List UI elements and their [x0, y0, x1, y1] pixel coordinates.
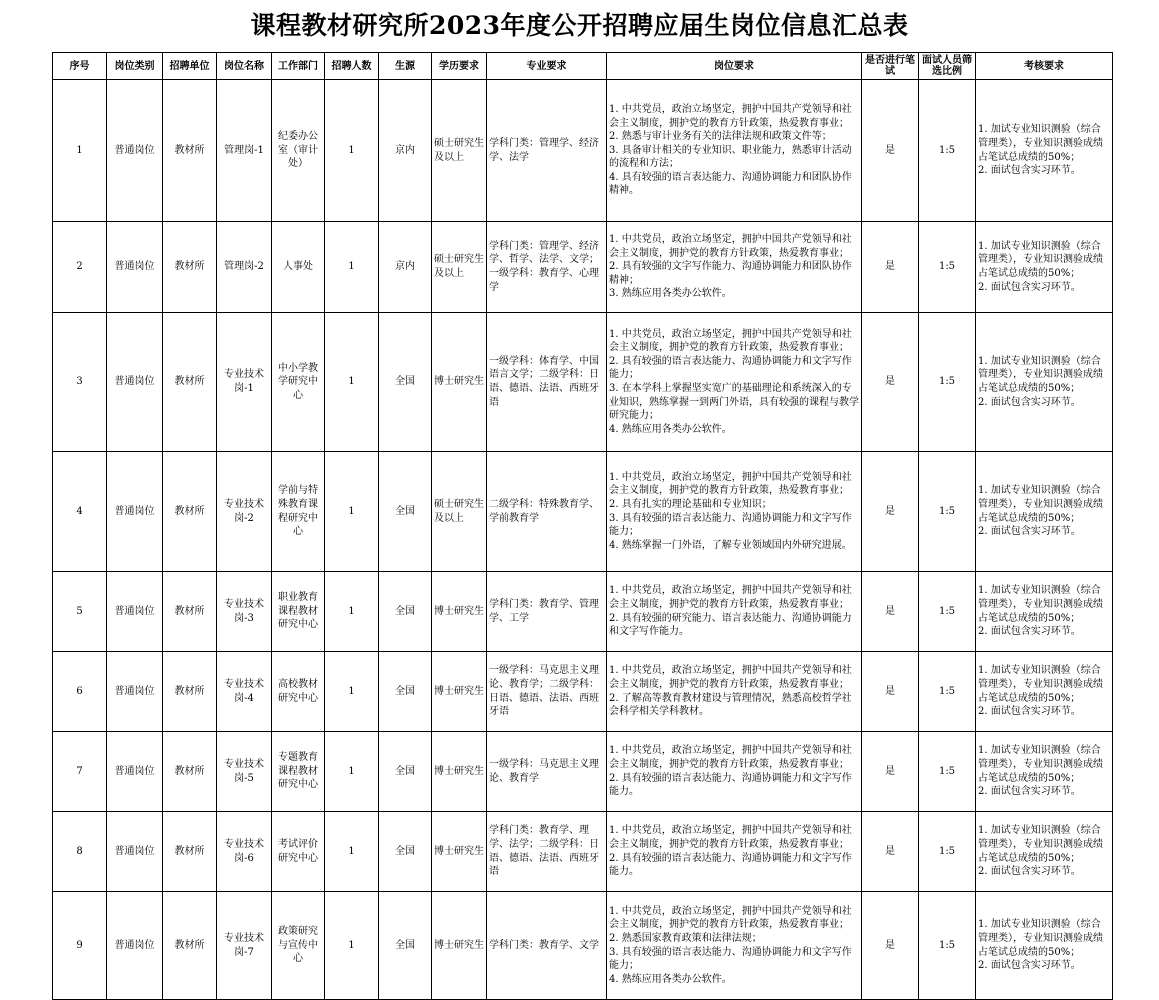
requirement-item: 3. 具有较强的语言表达能力、沟通协调能力和文字写作能力；: [609, 512, 852, 538]
position-name-cell: 专业技术岗-1: [217, 313, 272, 452]
department-cell: 专题教育课程教材研究中心: [272, 732, 325, 812]
table-row: [53, 652, 1113, 732]
assessment-requirements-cell: [976, 572, 1113, 652]
row-number-cell: 8: [53, 812, 107, 892]
recruiting-unit-cell: 教材所: [163, 892, 217, 1000]
position-category-cell: 普通岗位: [107, 652, 163, 732]
recruiting-unit-cell: 教材所: [163, 313, 217, 452]
row-number-cell: 1: [53, 80, 107, 222]
table-row: [53, 222, 1113, 313]
applicant-origin-cell: 京内: [379, 80, 432, 222]
requirement-item: 2. 具有较强的语言表达能力、沟通协调能力和文字写作能力。: [609, 772, 852, 798]
recruiting-unit-cell: 教材所: [163, 652, 217, 732]
department-cell: 中小学教学研究中心: [272, 313, 325, 452]
interview-ratio-cell: 1:5: [919, 572, 976, 652]
table-row: [53, 313, 1113, 452]
table-row: [53, 812, 1113, 892]
written-exam-cell: 是: [862, 222, 919, 313]
header-cell: 学历要求: [432, 53, 487, 80]
assessment-item: 2. 面试包含实习环节。: [978, 960, 1081, 972]
education-requirement-cell: 博士研究生: [432, 652, 487, 732]
major-requirement-cell: 一级学科：体育学、中国语言文学；二级学科：日语、德语、法语、西班牙语: [487, 313, 607, 452]
major-requirement-cell: 学科门类：教育学、管理学、工学: [487, 572, 607, 652]
headcount-cell: 1: [325, 652, 379, 732]
headcount-cell: 1: [325, 452, 379, 572]
recruiting-unit-cell: 教材所: [163, 572, 217, 652]
job-requirements-cell: [607, 80, 862, 222]
education-requirement-cell: 博士研究生: [432, 572, 487, 652]
header-cell: 岗位名称: [217, 53, 272, 80]
row-number-cell: 9: [53, 892, 107, 1000]
assessment-requirements-cell: [976, 732, 1113, 812]
major-requirement-cell: 学科门类：管理学、经济学、法学: [487, 80, 607, 222]
headcount-cell: 1: [325, 80, 379, 222]
applicant-origin-cell: 全国: [379, 892, 432, 1000]
job-requirements-cell: [607, 652, 862, 732]
requirement-item: 3. 在本学科上掌握坚实宽广的基础理论和系统深入的专业知识，熟练掌握一到两门外语，具有较强的课程与教学研究能力；: [609, 383, 859, 422]
position-name-cell: 管理岗-1: [217, 80, 272, 222]
job-requirements-cell: [607, 222, 862, 313]
headcount-cell: 1: [325, 892, 379, 1000]
job-requirements-cell: [607, 732, 862, 812]
department-cell: 职业教育课程教材研究中心: [272, 572, 325, 652]
recruitment-table: [52, 52, 1113, 1000]
header-cell: 专业要求: [487, 53, 607, 80]
major-requirement-cell: 学科门类：教育学、理学、法学；二级学科：日语、德语、法语、西班牙语: [487, 812, 607, 892]
assessment-item: 2. 面试包含实习环节。: [978, 626, 1081, 638]
requirement-item: 2. 具有较强的语言表达能力、沟通协调能力和文字写作能力；: [609, 355, 852, 381]
interview-ratio-cell: 1:5: [919, 452, 976, 572]
position-name-cell: 管理岗-2: [217, 222, 272, 313]
interview-ratio-cell: 1:5: [919, 812, 976, 892]
assessment-item: 2. 面试包含实习环节。: [978, 866, 1081, 878]
position-category-cell: 普通岗位: [107, 222, 163, 313]
header-cell: 是否进行笔试: [862, 53, 919, 80]
department-cell: 纪委办公室（审计处）: [272, 80, 325, 222]
table-row: [53, 572, 1113, 652]
education-requirement-cell: 硕士研究生及以上: [432, 80, 487, 222]
assessment-item: 1. 加试专业知识测验（综合管理类），专业知识测验成绩占笔试总成绩的50%；: [978, 355, 1103, 394]
department-cell: 考试评价研究中心: [272, 812, 325, 892]
row-number-cell: 6: [53, 652, 107, 732]
assessment-requirements-cell: [976, 313, 1113, 452]
requirement-item: 3. 具有较强的语言表达能力、沟通协调能力和文字写作能力；: [609, 946, 852, 972]
education-requirement-cell: 硕士研究生及以上: [432, 452, 487, 572]
interview-ratio-cell: 1:5: [919, 732, 976, 812]
requirement-item: 2. 熟悉国家教育政策和法律法规；: [609, 932, 762, 944]
written-exam-cell: 是: [862, 313, 919, 452]
header-cell: 工作部门: [272, 53, 325, 80]
major-requirement-cell: 一级学科：马克思主义理论、教育学: [487, 732, 607, 812]
position-category-cell: 普通岗位: [107, 313, 163, 452]
applicant-origin-cell: 京内: [379, 222, 432, 313]
applicant-origin-cell: 全国: [379, 812, 432, 892]
department-cell: 学前与特殊教育课程研究中心: [272, 452, 325, 572]
job-requirements-cell: [607, 572, 862, 652]
requirement-item: 2. 具有较强的语言表达能力、沟通协调能力和文字写作能力。: [609, 852, 852, 878]
job-requirements-cell: [607, 452, 862, 572]
headcount-cell: 1: [325, 313, 379, 452]
assessment-item: 2. 面试包含实习环节。: [978, 786, 1081, 798]
education-requirement-cell: 博士研究生: [432, 313, 487, 452]
requirement-item: 3. 熟练应用各类办公软件。: [609, 288, 732, 300]
position-category-cell: 普通岗位: [107, 892, 163, 1000]
written-exam-cell: 是: [862, 452, 919, 572]
recruiting-unit-cell: 教材所: [163, 80, 217, 222]
requirement-item: 1. 中共党员，政治立场坚定，拥护中国共产党领导和社会主义制度，拥护党的教育方针政策，热爱教育事业；: [609, 328, 852, 354]
assessment-requirements-cell: [976, 892, 1113, 1000]
assessment-requirements-cell: [976, 652, 1113, 732]
written-exam-cell: 是: [862, 812, 919, 892]
headcount-cell: 1: [325, 812, 379, 892]
header-cell: 生源: [379, 53, 432, 80]
assessment-item: 2. 面试包含实习环节。: [978, 165, 1081, 177]
position-name-cell: 专业技术岗-4: [217, 652, 272, 732]
requirement-item: 1. 中共党员，政治立场坚定，拥护中国共产党领导和社会主义制度，拥护党的教育方针政策，热爱教育事业；: [609, 234, 852, 259]
requirement-item: 1. 中共党员，政治立场坚定，拥护中国共产党领导和社会主义制度，拥护党的教育方针政策，热爱教育事业；: [609, 825, 852, 850]
requirement-item: 2. 具有较强的研究能力、语言表达能力、沟通协调能力和文字写作能力。: [609, 612, 852, 638]
major-requirement-cell: 二级学科：特殊教育学、学前教育学: [487, 452, 607, 572]
education-requirement-cell: 博士研究生: [432, 732, 487, 812]
header-cell: 面试人员筛选比例: [919, 53, 976, 80]
assessment-requirements-cell: [976, 452, 1113, 572]
requirement-item: 1. 中共党员，政治立场坚定，拥护中国共产党领导和社会主义制度，拥护党的教育方针政策，热爱教育事业；: [609, 103, 852, 129]
requirement-item: 4. 熟练应用各类办公软件。: [609, 973, 732, 985]
position-category-cell: 普通岗位: [107, 452, 163, 572]
applicant-origin-cell: 全国: [379, 732, 432, 812]
row-number-cell: 2: [53, 222, 107, 313]
job-requirements-cell: [607, 892, 862, 1000]
assessment-item: 1. 加试专业知识测验（综合管理类），专业知识测验成绩占笔试总成绩的50%；: [978, 919, 1103, 958]
requirement-item: 2. 具有扎实的理论基础和专业知识；: [609, 498, 772, 510]
header-row: [53, 53, 1113, 80]
header-cell: 岗位要求: [607, 53, 862, 80]
requirement-item: 1. 中共党员，政治立场坚定，拥护中国共产党领导和社会主义制度，拥护党的教育方针政策，热爱教育事业；: [609, 471, 852, 497]
written-exam-cell: 是: [862, 892, 919, 1000]
assessment-item: 1. 加试专业知识测验（综合管理类），专业知识测验成绩占笔试总成绩的50%；: [978, 485, 1103, 524]
recruiting-unit-cell: 教材所: [163, 812, 217, 892]
headcount-cell: 1: [325, 222, 379, 313]
page-title: 课程教材研究所2023年度公开招聘应届生岗位信息汇总表: [250, 11, 909, 40]
applicant-origin-cell: 全国: [379, 452, 432, 572]
interview-ratio-cell: 1:5: [919, 80, 976, 222]
row-number-cell: 5: [53, 572, 107, 652]
table-row: [53, 732, 1113, 812]
assessment-requirements-cell: [976, 80, 1113, 222]
table-row: [53, 80, 1113, 222]
requirement-item: 1. 中共党员，政治立场坚定，拥护中国共产党领导和社会主义制度，拥护党的教育方针政策，热爱教育事业；: [609, 585, 852, 610]
assessment-item: 1. 加试专业知识测验（综合管理类），专业知识测验成绩占笔试总成绩的50%；: [978, 585, 1103, 624]
requirement-item: 4. 熟练掌握一门外语，了解专业领域国内外研究进展。: [609, 539, 852, 551]
assessment-item: 1. 加试专业知识测验（综合管理类），专业知识测验成绩占笔试总成绩的50%；: [978, 665, 1103, 704]
assessment-item: 2. 面试包含实习环节。: [978, 281, 1081, 293]
position-category-cell: 普通岗位: [107, 572, 163, 652]
position-name-cell: 专业技术岗-7: [217, 892, 272, 1000]
position-category-cell: 普通岗位: [107, 80, 163, 222]
written-exam-cell: 是: [862, 652, 919, 732]
requirement-item: 2. 熟悉与审计业务有关的法律法规和政策文件等；: [609, 131, 832, 143]
recruiting-unit-cell: 教材所: [163, 452, 217, 572]
header-cell: 招聘单位: [163, 53, 217, 80]
position-name-cell: 专业技术岗-5: [217, 732, 272, 812]
header-cell: 序号: [53, 53, 107, 80]
written-exam-cell: 是: [862, 732, 919, 812]
headcount-cell: 1: [325, 732, 379, 812]
table-row: [53, 892, 1113, 1000]
major-requirement-cell: 学科门类：教育学、文学: [487, 892, 607, 1000]
table-row: [53, 452, 1113, 572]
row-number-cell: 7: [53, 732, 107, 812]
applicant-origin-cell: 全国: [379, 652, 432, 732]
requirement-item: 4. 具有较强的语言表达能力、沟通协调能力和团队协作精神。: [609, 171, 852, 197]
education-requirement-cell: 硕士研究生及以上: [432, 222, 487, 313]
requirement-item: 1. 中共党员，政治立场坚定，拥护中国共产党领导和社会主义制度，拥护党的教育方针政策，热爱教育事业；: [609, 905, 852, 931]
education-requirement-cell: 博士研究生: [432, 812, 487, 892]
recruiting-unit-cell: 教材所: [163, 222, 217, 313]
row-number-cell: 3: [53, 313, 107, 452]
headcount-cell: 1: [325, 572, 379, 652]
department-cell: 高校教材研究中心: [272, 652, 325, 732]
written-exam-cell: 是: [862, 572, 919, 652]
applicant-origin-cell: 全国: [379, 313, 432, 452]
header-cell: 招聘人数: [325, 53, 379, 80]
position-category-cell: 普通岗位: [107, 812, 163, 892]
job-requirements-cell: [607, 812, 862, 892]
header-cell: 考核要求: [976, 53, 1113, 80]
major-requirement-cell: 一级学科：马克思主义理论、教育学；二级学科：日语、德语、法语、西班牙语: [487, 652, 607, 732]
education-requirement-cell: 博士研究生: [432, 892, 487, 1000]
position-name-cell: 专业技术岗-3: [217, 572, 272, 652]
assessment-item: 1. 加试专业知识测验（综合管理类），专业知识测验成绩占笔试总成绩的50%；: [978, 240, 1103, 279]
requirement-item: 1. 中共党员，政治立场坚定，拥护中国共产党领导和社会主义制度，拥护党的教育方针政策，热爱教育事业；: [609, 745, 852, 770]
position-name-cell: 专业技术岗-2: [217, 452, 272, 572]
requirement-item: 2. 了解高等教育教材建设与管理情况，熟悉高校哲学社会科学相关学科教材。: [609, 692, 852, 718]
department-cell: 人事处: [272, 222, 325, 313]
written-exam-cell: 是: [862, 80, 919, 222]
interview-ratio-cell: 1:5: [919, 313, 976, 452]
major-requirement-cell: 学科门类：管理学、经济学、哲学、法学、文学；一级学科：教育学、心理学: [487, 222, 607, 313]
header-cell: 岗位类别: [107, 53, 163, 80]
assessment-item: 2. 面试包含实习环节。: [978, 396, 1081, 408]
applicant-origin-cell: 全国: [379, 572, 432, 652]
assessment-item: 2. 面试包含实习环节。: [978, 706, 1081, 718]
requirement-item: 2. 具有较强的文字写作能力、沟通协调能力和团队协作精神；: [609, 261, 852, 286]
recruiting-unit-cell: 教材所: [163, 732, 217, 812]
requirement-item: 3. 具备审计相关的专业知识、职业能力，熟悉审计活动的流程和方法；: [609, 144, 852, 170]
requirement-item: 4. 熟练应用各类办公软件。: [609, 423, 732, 435]
assessment-item: 1. 加试专业知识测验（综合管理类），专业知识测验成绩占笔试总成绩的50%；: [978, 825, 1103, 864]
assessment-item: 1. 加试专业知识测验（综合管理类），专业知识测验成绩占笔试总成绩的50%；: [978, 124, 1103, 163]
interview-ratio-cell: 1:5: [919, 652, 976, 732]
assessment-requirements-cell: [976, 812, 1113, 892]
assessment-item: 2. 面试包含实习环节。: [978, 526, 1081, 538]
interview-ratio-cell: 1:5: [919, 222, 976, 313]
assessment-requirements-cell: [976, 222, 1113, 313]
department-cell: 政策研究与宣传中心: [272, 892, 325, 1000]
job-requirements-cell: [607, 313, 862, 452]
requirement-item: 1. 中共党员，政治立场坚定，拥护中国共产党领导和社会主义制度，拥护党的教育方针政策，热爱教育事业；: [609, 665, 852, 690]
interview-ratio-cell: 1:5: [919, 892, 976, 1000]
assessment-item: 1. 加试专业知识测验（综合管理类），专业知识测验成绩占笔试总成绩的50%；: [978, 745, 1103, 784]
position-category-cell: 普通岗位: [107, 732, 163, 812]
row-number-cell: 4: [53, 452, 107, 572]
position-name-cell: 专业技术岗-6: [217, 812, 272, 892]
